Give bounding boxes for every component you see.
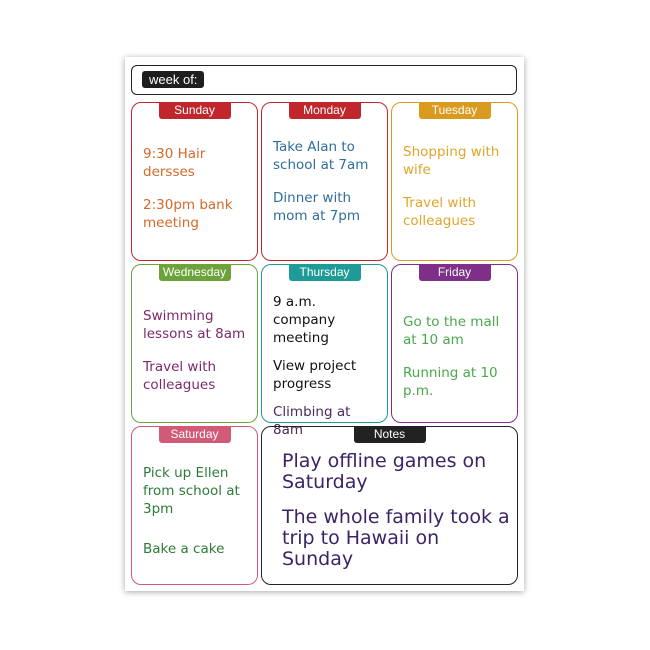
entry: Pick up Ellen from school at 3pm [143,465,240,517]
day-header-saturday: Saturday [159,426,231,443]
day-cell-tuesday [391,102,518,261]
day-header-friday: Friday [419,264,491,281]
entry: Swimming lessons at 8am [143,308,246,342]
day-cell-saturday [131,426,258,585]
entry: View project progress [273,358,357,392]
day-cell-sunday [131,102,258,261]
day-header-thursday: Thursday [289,264,361,281]
week-of-label: week of: [142,71,204,88]
weekly-planner-board [125,57,524,591]
notes-cell [261,426,518,585]
note-entry: Play offline games on Saturday [282,450,487,493]
entry: Travel with colleagues [143,359,217,393]
day-cell-wednesday [131,264,258,423]
day-cell-monday [261,102,388,261]
entry: 9:30 Hair dersses [143,146,206,180]
day-header-wednesday: Wednesday [159,264,231,281]
day-header-tuesday: Tuesday [419,102,491,119]
entry: Travel with colleagues [403,195,477,229]
notes-header: Notes [354,426,426,443]
week-of-field[interactable] [131,65,517,95]
entry: Take Alan to school at 7am [273,139,369,173]
entry: Go to the mall at 10 am [403,314,500,348]
day-header-sunday: Sunday [159,102,231,119]
entry: Dinner with mom at 7pm [273,190,361,224]
note-entry: The whole family took a trip to Hawaii on Sunday [282,506,510,570]
day-cell-friday [391,264,518,423]
entry: Bake a cake [143,541,225,557]
entry: Climbing at 8am [273,404,351,438]
entry: 9 a.m. company meeting [273,294,336,346]
entry: 2:30pm bank meeting [143,197,233,231]
entry: Running at 10 p.m. [403,365,498,399]
day-cell-thursday [261,264,388,438]
entry: Shopping with wife [403,144,500,178]
day-header-monday: Monday [289,102,361,119]
